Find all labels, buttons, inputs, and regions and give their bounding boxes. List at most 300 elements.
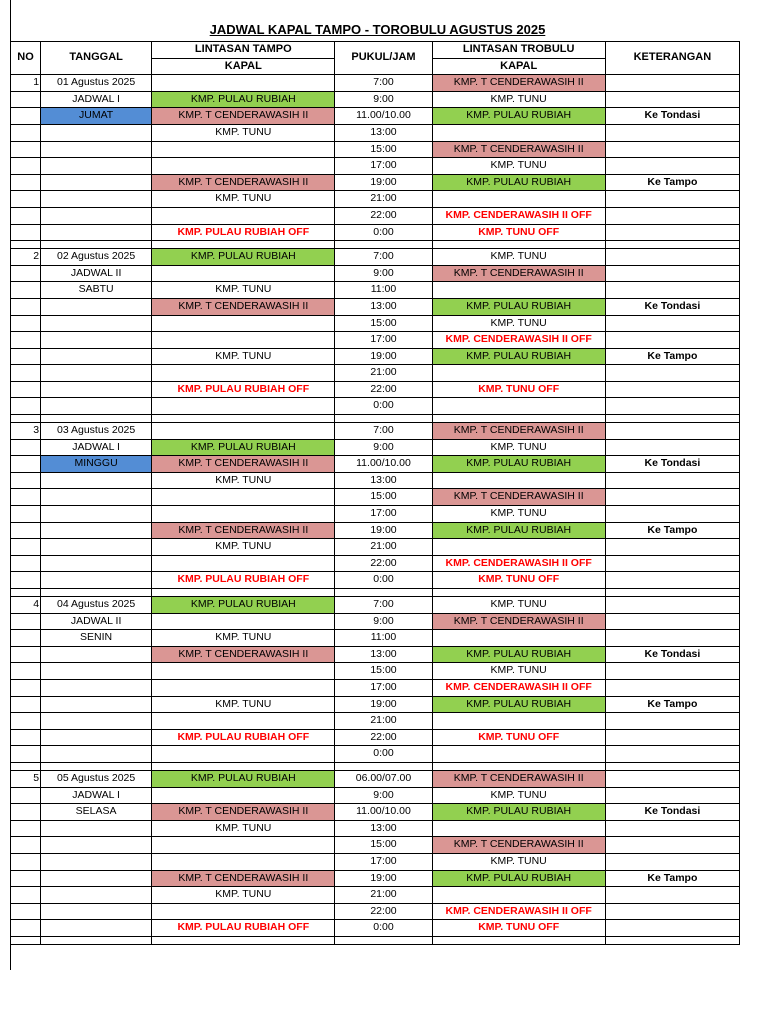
- row-keterangan: [605, 746, 739, 763]
- row-tanggal: [41, 696, 152, 713]
- spacer-cell: [11, 762, 41, 770]
- spacer-cell: [152, 762, 335, 770]
- row-keterangan: Ke Tondasi: [605, 298, 739, 315]
- row-pukul: 06.00/07.00: [335, 770, 432, 787]
- spacer-cell: [11, 241, 41, 249]
- row-keterangan: Ke Tondasi: [605, 646, 739, 663]
- row-pukul: 9:00: [335, 613, 432, 630]
- row-keterangan: [605, 423, 739, 440]
- row-keterangan: [605, 630, 739, 647]
- row-trobulu-kapal: KMP. TUNU: [432, 787, 605, 804]
- row-tanggal: [41, 870, 152, 887]
- row-tampo-kapal: [152, 555, 335, 572]
- header-tampo-kapal: KAPAL: [152, 58, 335, 75]
- row-keterangan: [605, 887, 739, 904]
- row-no: [11, 522, 41, 539]
- row-tampo-kapal: [152, 506, 335, 523]
- spacer-cell: [11, 415, 41, 423]
- table-row: [11, 522, 740, 539]
- row-tanggal: [41, 820, 152, 837]
- row-pukul: 11.00/10.00: [335, 108, 432, 125]
- row-trobulu-kapal: [432, 191, 605, 208]
- row-tanggal: [41, 713, 152, 730]
- row-trobulu-kapal: KMP. TUNU OFF: [432, 381, 605, 398]
- row-no: [11, 613, 41, 630]
- row-tanggal: [41, 539, 152, 556]
- row-tampo-kapal: [152, 207, 335, 224]
- row-tampo-kapal: KMP. T CENDERAWASIH II: [152, 456, 335, 473]
- table-row: [11, 555, 740, 572]
- spacer-cell: [432, 589, 605, 597]
- spacer-cell: [432, 936, 605, 944]
- row-no: [11, 282, 41, 299]
- row-no: [11, 174, 41, 191]
- spacer-cell: [335, 415, 432, 423]
- row-keterangan: [605, 555, 739, 572]
- row-keterangan: [605, 141, 739, 158]
- spacer-cell: [432, 762, 605, 770]
- row-tanggal: SENIN: [41, 630, 152, 647]
- row-trobulu-kapal: KMP. PULAU RUBIAH: [432, 348, 605, 365]
- row-pukul: 21:00: [335, 365, 432, 382]
- spacer-cell: [41, 241, 152, 249]
- row-tanggal: [41, 555, 152, 572]
- row-trobulu-kapal: KMP. TUNU OFF: [432, 224, 605, 241]
- row-no: 5: [11, 770, 41, 787]
- row-tanggal: [41, 224, 152, 241]
- row-trobulu-kapal: KMP. PULAU RUBIAH: [432, 804, 605, 821]
- row-tampo-kapal: KMP. PULAU RUBIAH OFF: [152, 920, 335, 937]
- spacer-cell: [11, 589, 41, 597]
- row-keterangan: Ke Tampo: [605, 174, 739, 191]
- row-tanggal: [41, 348, 152, 365]
- spacer-cell: [152, 241, 335, 249]
- row-pukul: 17:00: [335, 853, 432, 870]
- table-row: [11, 506, 740, 523]
- row-tampo-kapal: KMP. PULAU RUBIAH: [152, 249, 335, 266]
- row-keterangan: [605, 853, 739, 870]
- row-keterangan: [605, 158, 739, 175]
- table-row: [11, 903, 740, 920]
- spacer-cell: [605, 589, 739, 597]
- row-keterangan: [605, 837, 739, 854]
- row-pukul: 22:00: [335, 903, 432, 920]
- table-row: [11, 646, 740, 663]
- spacer-row: [11, 589, 740, 597]
- row-trobulu-kapal: KMP. CENDERAWASIH II OFF: [432, 207, 605, 224]
- table-row: [11, 332, 740, 349]
- row-no: 2: [11, 249, 41, 266]
- table-row: [11, 787, 740, 804]
- row-tampo-kapal: KMP. TUNU: [152, 282, 335, 299]
- row-tanggal: [41, 141, 152, 158]
- table-row: [11, 75, 740, 92]
- table-row: [11, 423, 740, 440]
- row-pukul: 15:00: [335, 489, 432, 506]
- row-tampo-kapal: [152, 158, 335, 175]
- row-no: [11, 787, 41, 804]
- spacer-cell: [152, 415, 335, 423]
- row-no: [11, 315, 41, 332]
- row-tampo-kapal: KMP. TUNU: [152, 191, 335, 208]
- row-keterangan: Ke Tampo: [605, 696, 739, 713]
- row-no: [11, 439, 41, 456]
- row-pukul: 13:00: [335, 646, 432, 663]
- table-row: [11, 920, 740, 937]
- row-no: [11, 381, 41, 398]
- table-row: [11, 870, 740, 887]
- row-no: [11, 141, 41, 158]
- row-tampo-kapal: [152, 787, 335, 804]
- table-row: [11, 265, 740, 282]
- table-row: [11, 820, 740, 837]
- row-trobulu-kapal: KMP. TUNU: [432, 158, 605, 175]
- row-keterangan: [605, 224, 739, 241]
- row-tanggal: JADWAL I: [41, 439, 152, 456]
- row-no: 1: [11, 75, 41, 92]
- table-row: [11, 108, 740, 125]
- row-trobulu-kapal: [432, 746, 605, 763]
- row-trobulu-kapal: KMP. T CENDERAWASIH II: [432, 423, 605, 440]
- row-tampo-kapal: [152, 75, 335, 92]
- row-tampo-kapal: [152, 679, 335, 696]
- row-keterangan: [605, 597, 739, 614]
- row-keterangan: [605, 332, 739, 349]
- row-tampo-kapal: KMP. PULAU RUBIAH OFF: [152, 572, 335, 589]
- table-row: [11, 853, 740, 870]
- row-keterangan: Ke Tondasi: [605, 456, 739, 473]
- row-pukul: 13:00: [335, 820, 432, 837]
- row-keterangan: [605, 249, 739, 266]
- row-tanggal: [41, 679, 152, 696]
- row-trobulu-kapal: KMP. T CENDERAWASIH II: [432, 613, 605, 630]
- row-pukul: 15:00: [335, 837, 432, 854]
- row-tanggal: [41, 207, 152, 224]
- row-no: [11, 224, 41, 241]
- spacer-cell: [432, 415, 605, 423]
- header-no: NO: [11, 42, 41, 75]
- row-pukul: 0:00: [335, 224, 432, 241]
- row-keterangan: [605, 265, 739, 282]
- row-pukul: 22:00: [335, 381, 432, 398]
- table-row: [11, 207, 740, 224]
- row-trobulu-kapal: KMP. TUNU: [432, 315, 605, 332]
- table-row: [11, 663, 740, 680]
- row-trobulu-kapal: KMP. T CENDERAWASIH II: [432, 489, 605, 506]
- header-tanggal: TANGGAL: [41, 42, 152, 75]
- row-keterangan: [605, 903, 739, 920]
- spacer-cell: [432, 241, 605, 249]
- row-tampo-kapal: KMP. TUNU: [152, 887, 335, 904]
- row-tampo-kapal: KMP. PULAU RUBIAH: [152, 770, 335, 787]
- spacer-cell: [41, 762, 152, 770]
- row-tampo-kapal: KMP. T CENDERAWASIH II: [152, 522, 335, 539]
- row-trobulu-kapal: KMP. CENDERAWASIH II OFF: [432, 332, 605, 349]
- row-trobulu-kapal: KMP. T CENDERAWASIH II: [432, 770, 605, 787]
- row-tanggal: [41, 887, 152, 904]
- row-tanggal: SABTU: [41, 282, 152, 299]
- row-tampo-kapal: [152, 746, 335, 763]
- spacer-row: [11, 762, 740, 770]
- row-pukul: 17:00: [335, 679, 432, 696]
- row-tanggal: JADWAL I: [41, 787, 152, 804]
- spacer-row: [11, 241, 740, 249]
- row-trobulu-kapal: [432, 365, 605, 382]
- row-tampo-kapal: [152, 398, 335, 415]
- row-tampo-kapal: [152, 489, 335, 506]
- table-row: [11, 191, 740, 208]
- row-no: [11, 804, 41, 821]
- row-keterangan: [605, 398, 739, 415]
- row-no: [11, 108, 41, 125]
- row-pukul: 22:00: [335, 729, 432, 746]
- row-tanggal: 05 Agustus 2025: [41, 770, 152, 787]
- table-row: [11, 91, 740, 108]
- row-trobulu-kapal: KMP. T CENDERAWASIH II: [432, 837, 605, 854]
- row-tampo-kapal: [152, 837, 335, 854]
- row-no: [11, 158, 41, 175]
- row-tampo-kapal: KMP. TUNU: [152, 630, 335, 647]
- row-pukul: 11:00: [335, 282, 432, 299]
- row-pukul: 0:00: [335, 572, 432, 589]
- row-tampo-kapal: KMP. TUNU: [152, 696, 335, 713]
- row-trobulu-kapal: [432, 820, 605, 837]
- table-row: [11, 224, 740, 241]
- table-row: [11, 679, 740, 696]
- row-pukul: 11.00/10.00: [335, 456, 432, 473]
- row-tampo-kapal: [152, 332, 335, 349]
- row-tampo-kapal: KMP. TUNU: [152, 472, 335, 489]
- row-pukul: 22:00: [335, 207, 432, 224]
- row-keterangan: [605, 124, 739, 141]
- row-pukul: 7:00: [335, 597, 432, 614]
- table-row: [11, 729, 740, 746]
- spacer-cell: [605, 415, 739, 423]
- row-no: [11, 903, 41, 920]
- row-pukul: 22:00: [335, 555, 432, 572]
- spacer-cell: [335, 936, 432, 944]
- row-trobulu-kapal: [432, 282, 605, 299]
- row-keterangan: [605, 75, 739, 92]
- row-keterangan: Ke Tampo: [605, 870, 739, 887]
- row-tanggal: JADWAL I: [41, 91, 152, 108]
- row-pukul: 19:00: [335, 870, 432, 887]
- row-tampo-kapal: KMP. PULAU RUBIAH: [152, 439, 335, 456]
- table-row: [11, 713, 740, 730]
- row-no: [11, 298, 41, 315]
- row-tampo-kapal: KMP. TUNU: [152, 124, 335, 141]
- row-no: [11, 696, 41, 713]
- row-tanggal: JUMAT: [41, 108, 152, 125]
- row-tanggal: 02 Agustus 2025: [41, 249, 152, 266]
- row-no: [11, 853, 41, 870]
- row-pukul: 9:00: [335, 265, 432, 282]
- table-row: [11, 456, 740, 473]
- row-tampo-kapal: KMP. PULAU RUBIAH OFF: [152, 729, 335, 746]
- row-keterangan: [605, 613, 739, 630]
- table-row: [11, 472, 740, 489]
- row-tanggal: 01 Agustus 2025: [41, 75, 152, 92]
- row-trobulu-kapal: KMP. T CENDERAWASIH II: [432, 265, 605, 282]
- row-tanggal: SELASA: [41, 804, 152, 821]
- row-keterangan: [605, 191, 739, 208]
- row-tampo-kapal: [152, 315, 335, 332]
- row-pukul: 19:00: [335, 348, 432, 365]
- row-trobulu-kapal: [432, 398, 605, 415]
- row-no: 4: [11, 597, 41, 614]
- row-tampo-kapal: KMP. T CENDERAWASIH II: [152, 174, 335, 191]
- table-row: [11, 365, 740, 382]
- row-trobulu-kapal: KMP. TUNU: [432, 506, 605, 523]
- row-tampo-kapal: KMP. PULAU RUBIAH OFF: [152, 381, 335, 398]
- row-trobulu-kapal: KMP. TUNU: [432, 249, 605, 266]
- row-tanggal: [41, 174, 152, 191]
- row-tanggal: [41, 646, 152, 663]
- row-pukul: 21:00: [335, 887, 432, 904]
- row-no: [11, 489, 41, 506]
- row-tampo-kapal: KMP. T CENDERAWASIH II: [152, 804, 335, 821]
- row-keterangan: Ke Tondasi: [605, 804, 739, 821]
- row-keterangan: [605, 729, 739, 746]
- row-pukul: 21:00: [335, 713, 432, 730]
- table-row: [11, 572, 740, 589]
- row-pukul: 0:00: [335, 398, 432, 415]
- row-keterangan: [605, 365, 739, 382]
- row-keterangan: [605, 770, 739, 787]
- row-pukul: 19:00: [335, 174, 432, 191]
- row-no: [11, 646, 41, 663]
- table-row: [11, 158, 740, 175]
- row-pukul: 0:00: [335, 920, 432, 937]
- row-tampo-kapal: [152, 423, 335, 440]
- row-no: [11, 555, 41, 572]
- row-tanggal: [41, 853, 152, 870]
- row-trobulu-kapal: KMP. TUNU: [432, 439, 605, 456]
- spacer-cell: [41, 589, 152, 597]
- table-row: [11, 282, 740, 299]
- row-trobulu-kapal: KMP. TUNU OFF: [432, 729, 605, 746]
- row-pukul: 17:00: [335, 506, 432, 523]
- row-no: [11, 679, 41, 696]
- row-keterangan: Ke Tondasi: [605, 108, 739, 125]
- row-no: [11, 920, 41, 937]
- row-tampo-kapal: KMP. T CENDERAWASIH II: [152, 646, 335, 663]
- row-no: [11, 348, 41, 365]
- table-row: [11, 124, 740, 141]
- row-tampo-kapal: KMP. TUNU: [152, 820, 335, 837]
- table-header: [11, 42, 740, 75]
- table-row: [11, 597, 740, 614]
- row-keterangan: [605, 315, 739, 332]
- row-trobulu-kapal: KMP. TUNU: [432, 91, 605, 108]
- spacer-cell: [152, 589, 335, 597]
- row-tampo-kapal: [152, 853, 335, 870]
- table-row: [11, 348, 740, 365]
- row-pukul: 19:00: [335, 696, 432, 713]
- row-tanggal: JADWAL II: [41, 265, 152, 282]
- row-no: [11, 887, 41, 904]
- row-tampo-kapal: KMP. T CENDERAWASIH II: [152, 108, 335, 125]
- header-lintasan-tampo: LINTASAN TAMPO: [152, 42, 335, 59]
- row-tampo-kapal: [152, 903, 335, 920]
- spacer-cell: [152, 936, 335, 944]
- row-pukul: 17:00: [335, 158, 432, 175]
- table-row: [11, 804, 740, 821]
- row-tanggal: [41, 663, 152, 680]
- row-tanggal: [41, 506, 152, 523]
- row-pukul: 15:00: [335, 141, 432, 158]
- row-tanggal: [41, 729, 152, 746]
- spacer-cell: [335, 589, 432, 597]
- row-trobulu-kapal: KMP. TUNU OFF: [432, 920, 605, 937]
- row-tanggal: [41, 315, 152, 332]
- row-tanggal: [41, 158, 152, 175]
- row-no: [11, 124, 41, 141]
- header-pukul: PUKUL/JAM: [335, 42, 432, 75]
- row-pukul: 7:00: [335, 423, 432, 440]
- row-keterangan: [605, 489, 739, 506]
- row-tampo-kapal: KMP. TUNU: [152, 348, 335, 365]
- row-pukul: 9:00: [335, 439, 432, 456]
- header-keterangan: KETERANGAN: [605, 42, 739, 75]
- row-tanggal: [41, 191, 152, 208]
- row-tanggal: JADWAL II: [41, 613, 152, 630]
- row-trobulu-kapal: [432, 887, 605, 904]
- row-no: [11, 820, 41, 837]
- row-trobulu-kapal: KMP. PULAU RUBIAH: [432, 646, 605, 663]
- row-trobulu-kapal: [432, 630, 605, 647]
- row-trobulu-kapal: KMP. PULAU RUBIAH: [432, 522, 605, 539]
- row-pukul: 11:00: [335, 630, 432, 647]
- spacer-cell: [11, 936, 41, 944]
- row-tanggal: [41, 746, 152, 763]
- row-trobulu-kapal: KMP. T CENDERAWASIH II: [432, 141, 605, 158]
- row-tanggal: [41, 124, 152, 141]
- row-trobulu-kapal: KMP. PULAU RUBIAH: [432, 298, 605, 315]
- spacer-cell: [605, 241, 739, 249]
- row-keterangan: [605, 787, 739, 804]
- row-no: [11, 746, 41, 763]
- table-row: [11, 770, 740, 787]
- row-keterangan: [605, 539, 739, 556]
- page-title: JADWAL KAPAL TAMPO - TOROBULU AGUSTUS 2025: [209, 22, 546, 37]
- row-trobulu-kapal: KMP. TUNU: [432, 853, 605, 870]
- spacer-cell: [41, 415, 152, 423]
- row-trobulu-kapal: [432, 124, 605, 141]
- row-keterangan: [605, 381, 739, 398]
- row-keterangan: [605, 506, 739, 523]
- row-no: [11, 265, 41, 282]
- row-no: [11, 207, 41, 224]
- row-tanggal: [41, 332, 152, 349]
- table-row: [11, 539, 740, 556]
- row-no: [11, 365, 41, 382]
- row-tampo-kapal: KMP. T CENDERAWASIH II: [152, 298, 335, 315]
- row-trobulu-kapal: [432, 539, 605, 556]
- row-tampo-kapal: [152, 663, 335, 680]
- row-no: [11, 191, 41, 208]
- row-no: [11, 572, 41, 589]
- spacer-cell: [335, 762, 432, 770]
- row-tanggal: [41, 522, 152, 539]
- row-tanggal: [41, 472, 152, 489]
- row-no: [11, 837, 41, 854]
- row-no: 3: [11, 423, 41, 440]
- row-pukul: 9:00: [335, 91, 432, 108]
- row-no: [11, 456, 41, 473]
- header-lintasan-trobulu: LINTASAN TROBULU: [432, 42, 605, 59]
- spacer-cell: [41, 936, 152, 944]
